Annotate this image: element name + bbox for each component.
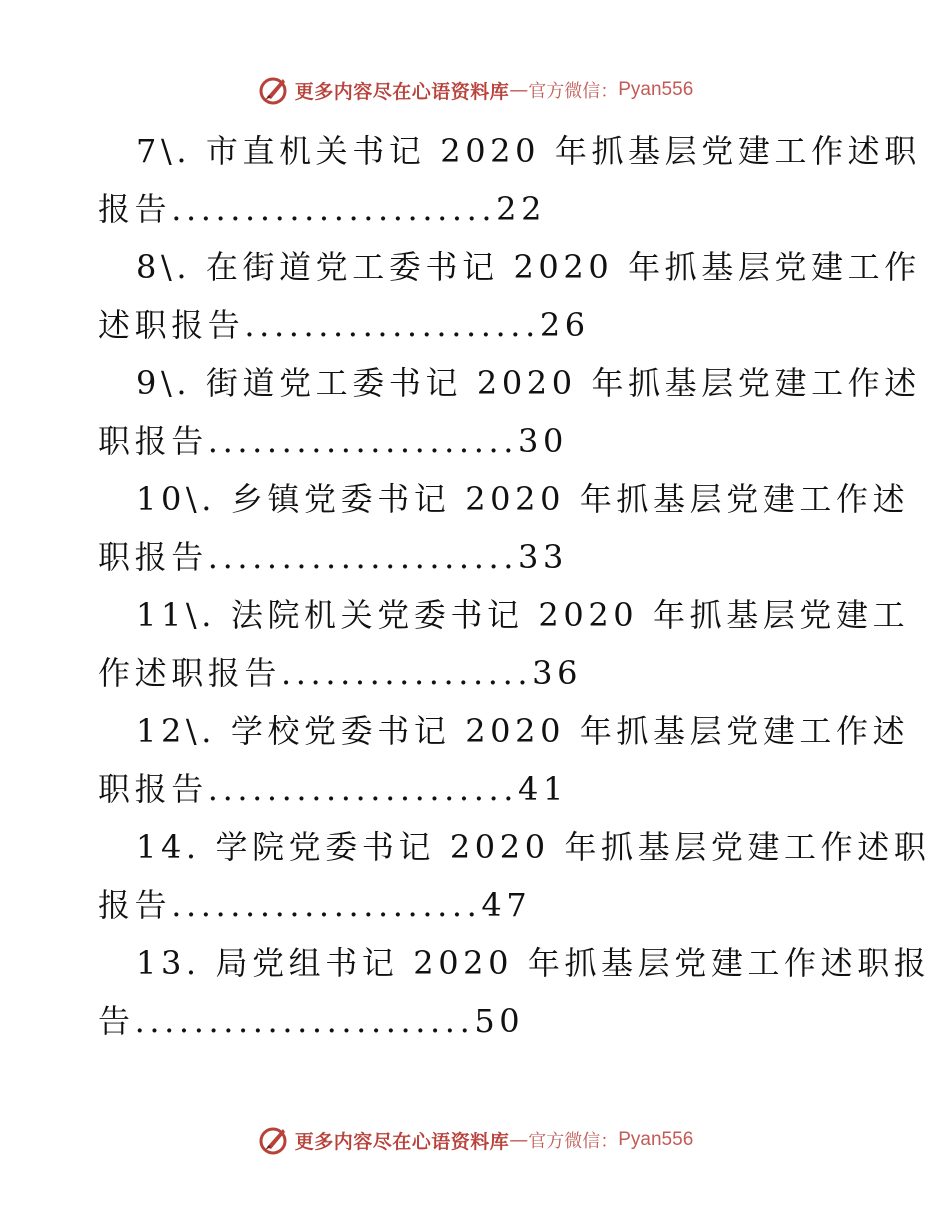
footer-banner (0, 1120, 950, 1160)
toc-entry-title: 10\. 乡镇党委书记 2020 年抓基层党建工作述 (136, 480, 910, 518)
toc-entry-leader: 告.......................50 (98, 1002, 525, 1040)
toc-entry-11[interactable] (98, 586, 910, 702)
banner-wechat-label: 官方微信： (528, 1131, 619, 1152)
banner-dash: — (509, 1129, 529, 1151)
toc-entry-title: 7\. 市直机关书记 2020 年抓基层党建工作述职 (136, 132, 921, 170)
toc-entry-title: 11\. 法院机关党委书记 2020 年抓基层党建工 (136, 596, 910, 634)
toc-entry-leader: 述职报告....................26 (98, 306, 590, 344)
toc-entry-leader: 作述职报告.................36 (98, 654, 583, 692)
toc-entry-8[interactable] (98, 238, 921, 354)
toc-entry-13[interactable] (98, 934, 931, 1050)
toc-entry-14[interactable] (98, 818, 931, 934)
banner-brand: 更多内容尽在心语资料库 (294, 80, 510, 103)
toc-entry-title: 8\. 在街道党工委书记 2020 年抓基层党建工作 (136, 248, 921, 286)
banner-account: Pyan556 (618, 79, 694, 100)
quill-logo-icon (257, 1123, 291, 1157)
banner-dash: — (509, 79, 529, 101)
toc-entry-7[interactable] (98, 122, 921, 238)
table-of-contents (98, 122, 931, 1050)
toc-entry-leader: 报告.....................47 (98, 886, 532, 924)
toc-entry-9[interactable] (98, 354, 921, 470)
banner-account: Pyan556 (618, 1129, 694, 1150)
toc-entry-title: 13. 局党组书记 2020 年抓基层党建工作述职报 (136, 944, 931, 982)
toc-entry-leader: 报告......................22 (98, 190, 547, 228)
toc-entry-title: 14. 学院党委书记 2020 年抓基层党建工作述职 (136, 828, 931, 866)
header-banner (0, 70, 950, 110)
banner-wechat-label: 官方微信： (528, 81, 619, 102)
toc-entry-12[interactable] (98, 702, 910, 818)
toc-entry-leader: 职报告.....................41 (98, 770, 568, 808)
toc-entry-10[interactable] (98, 470, 910, 586)
banner-brand: 更多内容尽在心语资料库 (294, 1130, 510, 1153)
toc-entry-leader: 职报告.....................33 (98, 538, 568, 576)
toc-entry-title: 12\. 学校党委书记 2020 年抓基层党建工作述 (136, 712, 910, 750)
toc-entry-leader: 职报告.....................30 (98, 422, 568, 460)
toc-entry-title: 9\. 街道党工委书记 2020 年抓基层党建工作述 (136, 364, 921, 402)
quill-logo-icon (257, 73, 291, 107)
